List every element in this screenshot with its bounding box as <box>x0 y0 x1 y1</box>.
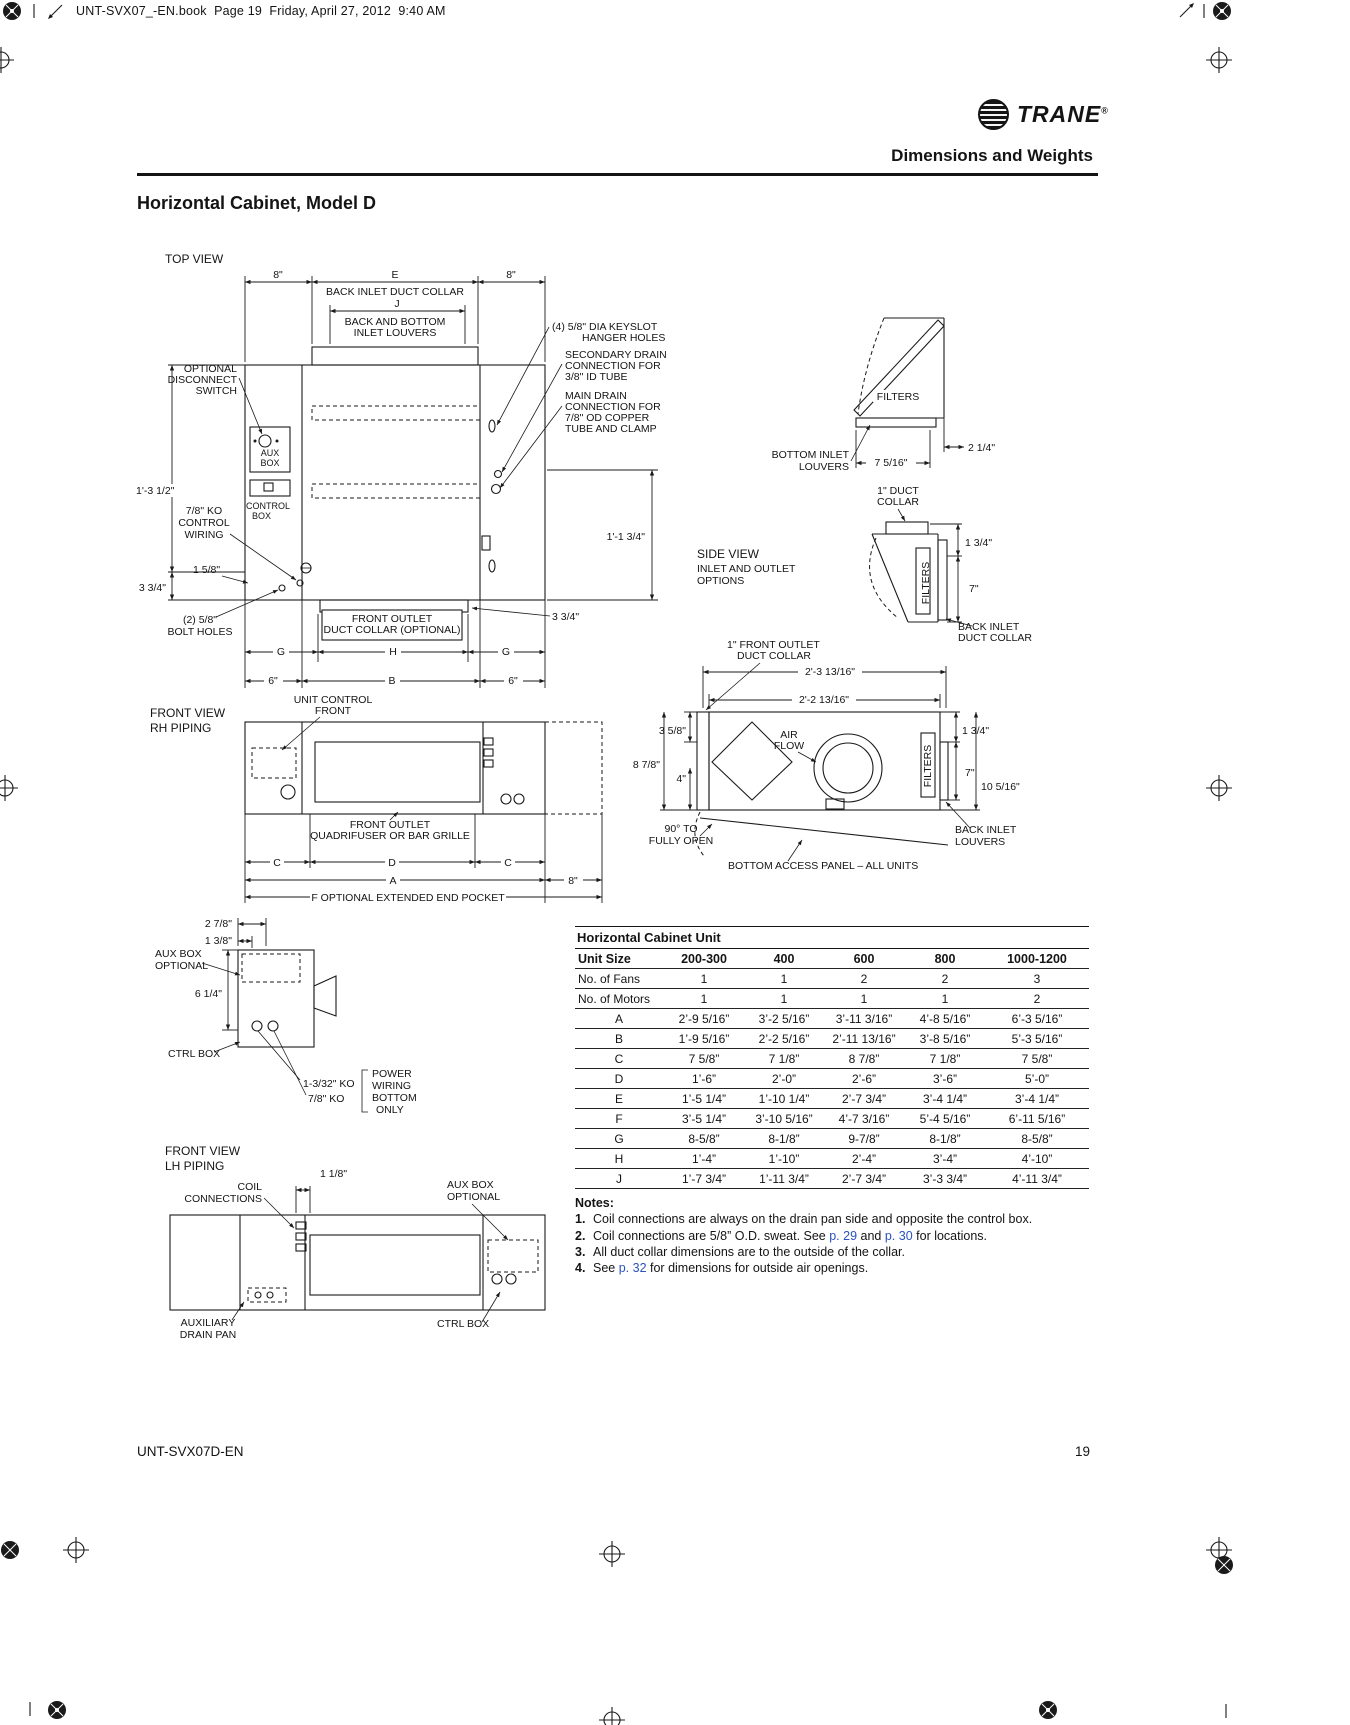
page-title: Horizontal Cabinet, Model D <box>137 193 377 213</box>
table-row <box>575 1129 1089 1149</box>
table-header-row <box>575 949 1089 969</box>
table-cell: 7 5/8” <box>985 1049 1089 1069</box>
part-label: FRONT OUTLET <box>351 613 433 625</box>
table-row <box>575 1069 1089 1089</box>
dim-label: D <box>388 857 396 869</box>
table-cell: 2’-4” <box>823 1149 905 1169</box>
callout-label: AUX BOX <box>155 948 202 960</box>
brand-name <box>1017 101 1109 128</box>
note-item <box>575 1245 1073 1260</box>
table-cell: 1 <box>745 969 823 989</box>
note-text-part: Coil connections are 5/8” O.D. sweat. See <box>593 1228 830 1243</box>
table-row <box>575 1109 1089 1129</box>
annotation-label: 90° TO <box>664 823 698 835</box>
table-cell: 1’-5 1/4” <box>663 1089 745 1109</box>
dim-label: G <box>501 646 511 658</box>
dim-label: 1 5/8" <box>193 564 221 576</box>
dimensions-table <box>575 926 1089 1189</box>
annotation-label: FULLY OPEN <box>648 835 714 847</box>
table-row <box>575 1009 1089 1029</box>
dim-label: 3 3/4" <box>138 582 166 594</box>
view-title: SIDE VIEW <box>697 547 760 561</box>
printer-wheel-icon <box>1 1541 19 1559</box>
note-item <box>575 1212 1073 1227</box>
table-cell: 9-7/8” <box>823 1129 905 1149</box>
table-cell: 1’-10 1/4” <box>745 1089 823 1109</box>
callout-label: OPTIONAL <box>183 363 237 375</box>
table-cell: 1 <box>663 989 745 1009</box>
note-text-part: for dimensions for outside air openings. <box>646 1261 869 1275</box>
table-cell: 6’-11 5/16” <box>985 1109 1089 1129</box>
note-text-part: See <box>593 1261 619 1275</box>
table-cell: 1’-9 5/16” <box>663 1029 745 1049</box>
table-cell: 7 5/8” <box>663 1049 745 1069</box>
front-view-rh-diagram <box>150 694 602 904</box>
annotation-label: FLOW <box>773 740 805 752</box>
note-text: All duct collar dimensions are to the outside of the collar. <box>593 1244 905 1259</box>
footer-page-number: 19 <box>1075 1444 1091 1459</box>
header-rule <box>137 173 1098 176</box>
dim-label: 1 3/8" <box>204 935 232 947</box>
callout-label: DUCT COLLAR <box>737 650 811 662</box>
note-text-part: and <box>857 1228 885 1243</box>
dim-label: 7 5/16" <box>874 457 908 469</box>
callout-label: BACK INLET <box>958 621 1020 633</box>
part-label: BACK AND BOTTOM <box>344 316 446 328</box>
dim-label: 6" <box>508 675 518 687</box>
dim-label: 8" <box>273 269 283 281</box>
callout-label: (2) 5/8" <box>182 614 218 626</box>
table-row <box>575 1089 1089 1109</box>
table-cell: 1’-11 3/4” <box>745 1169 823 1189</box>
table-cell: 8 7/8” <box>823 1049 905 1069</box>
dim-label: 6" <box>268 675 278 687</box>
column-header: 200-300 <box>663 949 745 969</box>
callout-label: LOUVERS <box>955 836 1006 848</box>
trane-logo-icon <box>978 99 1009 130</box>
table-cell: 5’-4 5/16” <box>905 1109 985 1129</box>
table-cell: A <box>575 1009 663 1029</box>
callout-label: BOTTOM ACCESS PANEL – ALL UNITS <box>728 860 919 872</box>
dim-label: 2 7/8" <box>204 918 232 930</box>
dim-label: 1'-1 3/4" <box>606 531 645 543</box>
callout-label: HANGER HOLES <box>582 332 666 344</box>
note-number: 1. <box>575 1212 586 1227</box>
table-cell: 3’-11 3/16” <box>823 1009 905 1029</box>
callout-label: 1" DUCT <box>877 485 919 497</box>
table-cell: 1 <box>745 989 823 1009</box>
view-subtitle: OPTIONS <box>697 575 745 587</box>
note-number: 3. <box>575 1244 586 1259</box>
column-header: 1000-1200 <box>985 949 1089 969</box>
note-text <box>593 1261 868 1276</box>
table-cell: 3’-3 3/4” <box>905 1169 985 1189</box>
dim-label: 1 1/8" <box>320 1168 348 1180</box>
callout-label: SWITCH <box>195 385 237 397</box>
printer-wheel-icon <box>48 1701 66 1719</box>
table-cell: 2’-9 5/16” <box>663 1009 745 1029</box>
crop-crosshair-icon <box>599 1707 625 1725</box>
printer-wheel-icon <box>3 2 21 20</box>
table-cell: 2’-0” <box>745 1069 823 1089</box>
table-cell: 2’-2 5/16” <box>745 1029 823 1049</box>
table-cell: 4’-10” <box>985 1149 1089 1169</box>
part-label: DUCT COLLAR (OPTIONAL) <box>323 624 461 636</box>
note-item <box>575 1229 1073 1244</box>
callout-label: DRAIN PAN <box>179 1329 237 1341</box>
table-cell: 8-5/8” <box>663 1129 745 1149</box>
dim-label: B <box>388 675 396 687</box>
table-cell: J <box>575 1169 663 1189</box>
note-number: 4. <box>575 1261 586 1275</box>
dim-label: C <box>273 857 281 869</box>
callout-label: TUBE AND CLAMP <box>565 423 657 435</box>
callout-label: (4) 5/8" DIA KEYSLOT <box>552 321 658 333</box>
table-title: Horizontal Cabinet Unit <box>575 926 1089 949</box>
table-cell: 3’-2 5/16” <box>745 1009 823 1029</box>
dim-label: 1 3/4" <box>962 725 990 737</box>
callout-label: DUCT COLLAR <box>958 632 1032 644</box>
table-cell: 3’-8 5/16” <box>905 1029 985 1049</box>
table-cell: C <box>575 1049 663 1069</box>
pen-icon <box>48 5 62 19</box>
table-row <box>575 1149 1089 1169</box>
side-view-collar-diagram <box>697 485 1032 644</box>
note-item <box>575 1261 1073 1276</box>
callout-label: MAIN DRAIN <box>565 390 627 402</box>
table-cell: 2 <box>905 969 985 989</box>
table-row <box>575 989 1089 1009</box>
note-number: 2. <box>575 1228 586 1243</box>
dim-label: 6 1/4" <box>194 988 222 1000</box>
part-label: BOX <box>252 511 272 521</box>
callout-label: SECONDARY DRAIN <box>565 349 667 361</box>
section-title: Dimensions and Weights <box>891 146 1093 165</box>
dimensions-table-grid <box>575 949 1089 1189</box>
dim-label: 1'-3 1/2" <box>136 485 175 497</box>
callout-label: UNIT CONTROL <box>293 694 373 706</box>
top-view-diagram <box>133 252 667 688</box>
table-cell: 3’-10 5/16” <box>745 1109 823 1129</box>
aux-box-detail-diagram <box>155 918 417 1116</box>
table-cell: 2 <box>985 989 1089 1009</box>
table-row <box>575 969 1089 989</box>
callout-label: AUX BOX <box>447 1179 494 1191</box>
dim-label: C <box>504 857 512 869</box>
crop-crosshair-icon <box>0 47 14 73</box>
callout-label: 1-3/32" KO <box>303 1078 355 1090</box>
view-title: FRONT VIEW <box>150 706 226 720</box>
crop-crosshair-icon <box>599 1541 625 1567</box>
notes-section <box>575 1196 1073 1276</box>
column-header: 800 <box>905 949 985 969</box>
callout-label: BOTTOM INLET <box>771 449 849 461</box>
note-text-part: for locations. <box>912 1228 988 1243</box>
table-cell: 6’-3 5/16” <box>985 1009 1089 1029</box>
page-link[interactable]: p. 30 <box>884 1228 913 1243</box>
callout-label: WIRING <box>184 529 224 541</box>
brand-name-text: TRANE <box>1017 101 1102 127</box>
part-label: BOX <box>260 458 280 468</box>
table-cell: 7 1/8” <box>745 1049 823 1069</box>
callout-label: CONNECTION FOR <box>565 360 661 372</box>
callout-label: 7/8" OD COPPER <box>565 412 650 424</box>
view-title: LH PIPING <box>165 1159 225 1173</box>
front-view-lh-diagram <box>165 1144 545 1341</box>
callout-label: WIRING <box>372 1080 412 1092</box>
notes-title: Notes: <box>575 1196 614 1210</box>
note-text: Coil connections are always on the drain pan side and opposite the control box. <box>593 1212 1033 1227</box>
crop-crosshair-icon <box>63 1537 89 1563</box>
part-label: FILTERS <box>922 744 934 788</box>
callout-label: BACK INLET <box>955 824 1017 836</box>
table-row <box>575 1029 1089 1049</box>
dim-label: 2 1/4" <box>968 442 996 454</box>
part-label: FILTERS <box>876 391 920 403</box>
callout-label: AUXILIARY <box>180 1317 236 1329</box>
view-title: TOP VIEW <box>165 252 224 266</box>
callout-label: QUADRIFUSER OR BAR GRILLE <box>310 830 470 842</box>
table-cell: 1 <box>663 969 745 989</box>
printer-wheel-icon <box>1215 1556 1233 1574</box>
table-cell: 1 <box>823 989 905 1009</box>
callout-label: 1" FRONT OUTLET <box>727 639 820 651</box>
callout-label: ONLY <box>376 1104 404 1116</box>
annotation-label: AIR <box>780 729 798 741</box>
brand-logo <box>978 99 1109 130</box>
dim-label: 7" <box>965 767 975 779</box>
column-header: Unit Size <box>575 949 663 969</box>
book-header: UNT-SVX07_-EN.book Page 19 Friday, April 27, 2012 9:40 AM <box>76 4 446 18</box>
table-cell: 2’-7 3/4” <box>823 1169 905 1189</box>
callout-label: FRONT OUTLET <box>349 819 431 831</box>
table-cell: 1 <box>905 989 985 1009</box>
callout-label: BOTTOM <box>372 1092 417 1104</box>
dim-label: 4" <box>676 773 686 785</box>
callout-label: OPTIONAL <box>447 1191 501 1203</box>
view-title: FRONT VIEW <box>165 1144 241 1158</box>
table-cell: 1’-6” <box>663 1069 745 1089</box>
table-cell: 3’-4 1/4” <box>905 1089 985 1109</box>
table-cell: 8-1/8” <box>745 1129 823 1149</box>
table-row <box>575 1049 1089 1069</box>
callout-label: CTRL BOX <box>168 1048 221 1060</box>
page-link[interactable]: p. 29 <box>829 1228 858 1243</box>
table-cell: 2’-6” <box>823 1069 905 1089</box>
printer-wheel-icon <box>1039 1701 1057 1719</box>
table-cell: 3’-6” <box>905 1069 985 1089</box>
dim-label: 1 3/4" <box>965 537 993 549</box>
note-text <box>593 1229 987 1244</box>
table-cell: No. of Fans <box>575 969 663 989</box>
callout-label: COIL <box>237 1181 262 1193</box>
callout-label: CONNECTIONS <box>184 1193 262 1205</box>
view-subtitle: INLET AND OUTLET <box>697 563 796 575</box>
callout-label: DISCONNECT <box>167 374 237 386</box>
side-view-main-diagram <box>633 639 1020 872</box>
callout-label: CONNECTION FOR <box>565 401 661 413</box>
dim-label: 2'-3 13/16" <box>804 666 856 678</box>
view-title: RH PIPING <box>150 721 212 735</box>
dim-label: 3 5/8" <box>658 725 686 737</box>
side-view-filters-diagram <box>772 318 996 473</box>
part-label: BACK INLET DUCT COLLAR <box>326 286 464 298</box>
column-header: 400 <box>745 949 823 969</box>
callout-label: 7/8" KO <box>308 1093 345 1105</box>
registered-mark: ® <box>1101 105 1109 116</box>
part-label: INLET LOUVERS <box>353 327 437 339</box>
dim-label: G <box>276 646 286 658</box>
table-cell: 7 1/8” <box>905 1049 985 1069</box>
table-cell: 8-5/8” <box>985 1129 1089 1149</box>
table-row <box>575 1169 1089 1189</box>
crop-crosshair-icon <box>1206 775 1232 801</box>
dim-label: 8 7/8" <box>632 759 660 771</box>
callout-label: CTRL BOX <box>437 1318 490 1330</box>
dim-label: 3 3/4" <box>552 611 580 623</box>
crop-crosshair-icon <box>1206 47 1232 73</box>
part-label: FILTERS <box>920 561 932 605</box>
table-cell: 3 <box>985 969 1089 989</box>
table-cell: 1’-7 3/4” <box>663 1169 745 1189</box>
callout-label: COLLAR <box>876 496 920 508</box>
table-cell: 3’-5 1/4” <box>663 1109 745 1129</box>
callout-label: CONTROL <box>178 517 230 529</box>
pen-icon <box>1180 3 1194 17</box>
column-header: 600 <box>823 949 905 969</box>
dim-label: A <box>389 875 397 887</box>
table-cell: H <box>575 1149 663 1169</box>
table-cell: F <box>575 1109 663 1129</box>
table-cell: E <box>575 1089 663 1109</box>
table-cell: 4’-11 3/4” <box>985 1169 1089 1189</box>
table-cell: 4’-8 5/16” <box>905 1009 985 1029</box>
table-cell: 5’-3 5/16” <box>985 1029 1089 1049</box>
dim-label: F OPTIONAL EXTENDED END POCKET <box>311 892 505 904</box>
dim-label: H <box>389 646 397 658</box>
table-cell: 1’-10” <box>745 1149 823 1169</box>
callout-label: BOLT HOLES <box>167 626 233 638</box>
part-label: CONTROL <box>246 501 291 511</box>
table-cell: 2’-11 13/16” <box>823 1029 905 1049</box>
table-cell: 2’-7 3/4” <box>823 1089 905 1109</box>
table-cell: G <box>575 1129 663 1149</box>
dim-label: 7" <box>969 583 979 595</box>
dim-label: 8" <box>506 269 516 281</box>
table-cell: 8-1/8” <box>905 1129 985 1149</box>
callout-label: 7/8" KO <box>185 505 223 517</box>
callout-label: OPTIONAL <box>155 960 209 972</box>
footer-document-id: UNT-SVX07D-EN <box>137 1444 244 1459</box>
dim-label: 8" <box>568 875 578 887</box>
table-cell: No. of Motors <box>575 989 663 1009</box>
table-cell: 3’-4 1/4” <box>985 1089 1089 1109</box>
table-cell: 3’-4” <box>905 1149 985 1169</box>
table-cell: 5’-0” <box>985 1069 1089 1089</box>
table-cell: 4’-7 3/16” <box>823 1109 905 1129</box>
dim-label: 2'-2 13/16" <box>798 694 850 706</box>
dim-label: J <box>394 298 400 310</box>
callout-label: POWER <box>372 1068 412 1080</box>
printer-wheel-icon <box>1213 2 1231 20</box>
crop-crosshair-icon <box>0 775 18 801</box>
callout-label: 3/8" ID TUBE <box>565 371 628 383</box>
dim-label: E <box>391 269 399 281</box>
page-link[interactable]: p. 32 <box>618 1261 647 1275</box>
callout-label: LOUVERS <box>798 461 849 473</box>
dim-label: 10 5/16" <box>981 781 1020 793</box>
table-cell: B <box>575 1029 663 1049</box>
table-cell: 1’-4” <box>663 1149 745 1169</box>
table-cell: 2 <box>823 969 905 989</box>
part-label: AUX <box>260 448 280 458</box>
table-cell: D <box>575 1069 663 1089</box>
callout-label: FRONT <box>314 705 352 717</box>
